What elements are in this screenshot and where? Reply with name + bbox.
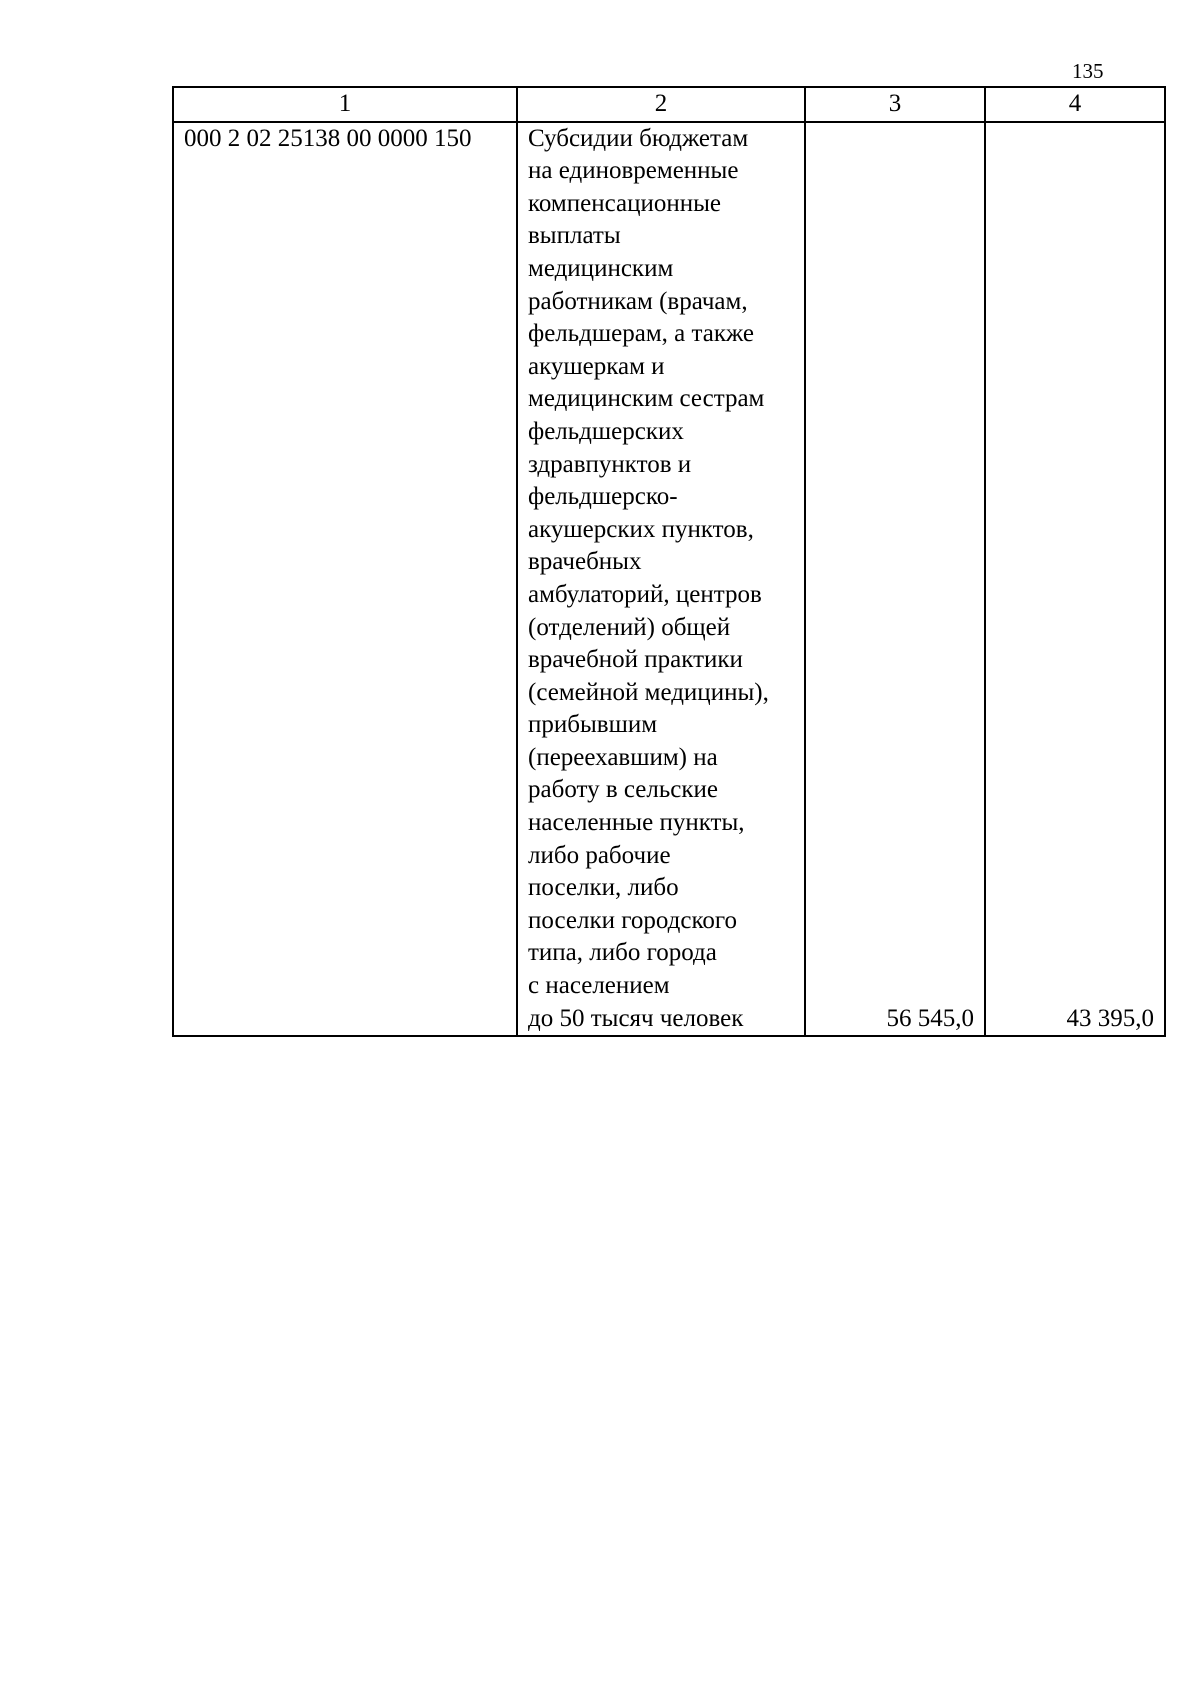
description-line: с населением [528,972,670,1000]
description-line: фельдшерско- [528,483,678,511]
amount-cell-col3: 56 545,0 [805,122,985,1037]
description-line: врачебной практики [528,646,743,674]
description-line: поселки городского [528,906,737,934]
description-line: (переехавшим) на [528,743,718,771]
column-header-1: 1 [173,87,517,122]
description-line: акушеркам и [528,352,665,380]
description-line: акушерских пунктов, [528,515,754,543]
description-line: медицинским сестрам [528,385,765,413]
description-line: фельдшерам, а также [528,320,755,348]
description-line: населенные пункты, [528,809,745,837]
description-line: работникам (врачам, [528,287,748,315]
amount-cell-col4: 43 395,0 [985,122,1165,1037]
budget-code-cell: 000 2 02 25138 00 0000 150 [173,122,517,1037]
page-number: 135 [1072,59,1104,83]
description-line: прибывшим [528,711,658,739]
description-line: типа, либо города [528,939,717,967]
description-line: работу в сельские [528,776,718,804]
description-line: компенсационные [528,189,721,217]
description-line: здравпунктов и [528,450,692,478]
column-header-2: 2 [517,87,805,122]
table-header-row [173,87,1165,122]
description-cell [517,122,805,1037]
table-row [173,122,1165,1037]
description-line: врачебных [528,548,642,576]
description-line: поселки, либо [528,874,679,902]
description-line: либо рабочие [528,841,671,869]
description-line: Субсидии бюджетам [528,124,749,152]
budget-table [172,86,1166,1037]
description-line: медицинским [528,254,674,282]
description-line: до 50 тысяч человек [528,1004,744,1032]
description-line: (семейной медицины), [528,678,769,706]
column-header-4: 4 [985,87,1165,122]
column-header-3: 3 [805,87,985,122]
description-line: фельдшерских [528,417,684,445]
description-line: амбулаторий, центров [528,580,762,608]
description-line: (отделений) общей [528,613,731,641]
description-line: на единовременные [528,157,739,185]
description-line: выплаты [528,222,621,250]
